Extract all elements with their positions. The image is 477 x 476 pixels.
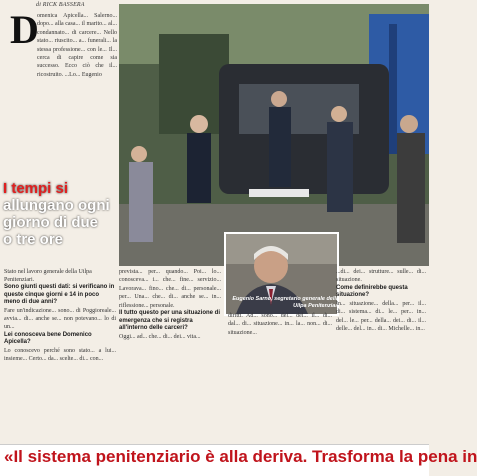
pull-quote-text: «Il sistema penitenziario è alla deriva. Trasforma la pena in <box>4 447 477 466</box>
answer-3-end: ...di... dei... strutture... sulle... di... situazione. <box>336 269 426 284</box>
column-2 <box>119 268 221 341</box>
answer-2: Lo conoscevo perché sono stato... a lui... insieme... Certo... da... scelte... di... con... <box>4 347 116 363</box>
answer-4: In... situazione... della... per... il... di... sistema... di... le... per... in... del... le... per... della... dei... di... il... delle... del... in... di... Michelle... in... <box>336 300 426 333</box>
drop-cap: D <box>10 7 39 52</box>
headline-line-2: allungano ogni <box>3 197 110 214</box>
headline <box>3 180 153 248</box>
article-lead-text: omenica Apicella... Salerno... dopo... alla casa... il marito... al... condannato... di carcere... Nello stato... riuscito... a... funerali... la stessa professione... con le... Il... cerca di capire come sia successo. Ecco ciò che il... ricostruito. ...Lo... Eugenio <box>37 13 117 78</box>
column-3 <box>228 312 332 337</box>
byline: di RICK BASSERA <box>36 2 85 8</box>
answer-1: Fare un'indicazione... sono... di Poggioreale... avvia... di... anche se... non potevano... lo di un... <box>4 307 116 331</box>
column-1 <box>4 268 116 364</box>
interview-intro: Stato nel lavoro generale della Uilpa Penitenziari. <box>4 269 92 283</box>
portrait-caption <box>224 296 339 309</box>
headline-line-4: o tre ore <box>3 231 64 248</box>
headline-line-1: I tempi si <box>3 180 69 197</box>
answer-3: Oggi... ad... che... di... dei... vita... <box>119 333 201 340</box>
answer-3-continued: diritti. Ad... sono... del... del... il... di... dal... di... situazione... in... la... non... di... situazione... <box>228 313 332 336</box>
column-4 <box>336 268 426 333</box>
question-3: Il tutto questo per una situazione di emergenza che si registra all'interno delle carceri? <box>119 310 221 332</box>
main-photo <box>119 4 429 266</box>
question-2: Lei conosceva bene Domenico Apicella? <box>4 331 92 346</box>
pull-quote-banner <box>0 444 477 476</box>
question-1: Sono giunti questi dati: si verificano in queste cinque giorni e 14 in poco meno di due anni? <box>4 284 115 305</box>
headline-line-3: giorno di due <box>3 214 98 231</box>
answer-2-continued: prevista... per... quando... Poi... lo... conosceva... i... che... fine... servizio... Lavorava... fino... che... di... personale... per... Una... che... di... anche se... in... riflessione... personale. <box>119 269 221 309</box>
funeral-scene-image <box>119 4 429 266</box>
caption-text: Eugenio Sarno, segretario generale della Uilpa Penitenziari <box>232 296 339 309</box>
question-4: Come definirebbe questa situazione? <box>336 284 408 299</box>
